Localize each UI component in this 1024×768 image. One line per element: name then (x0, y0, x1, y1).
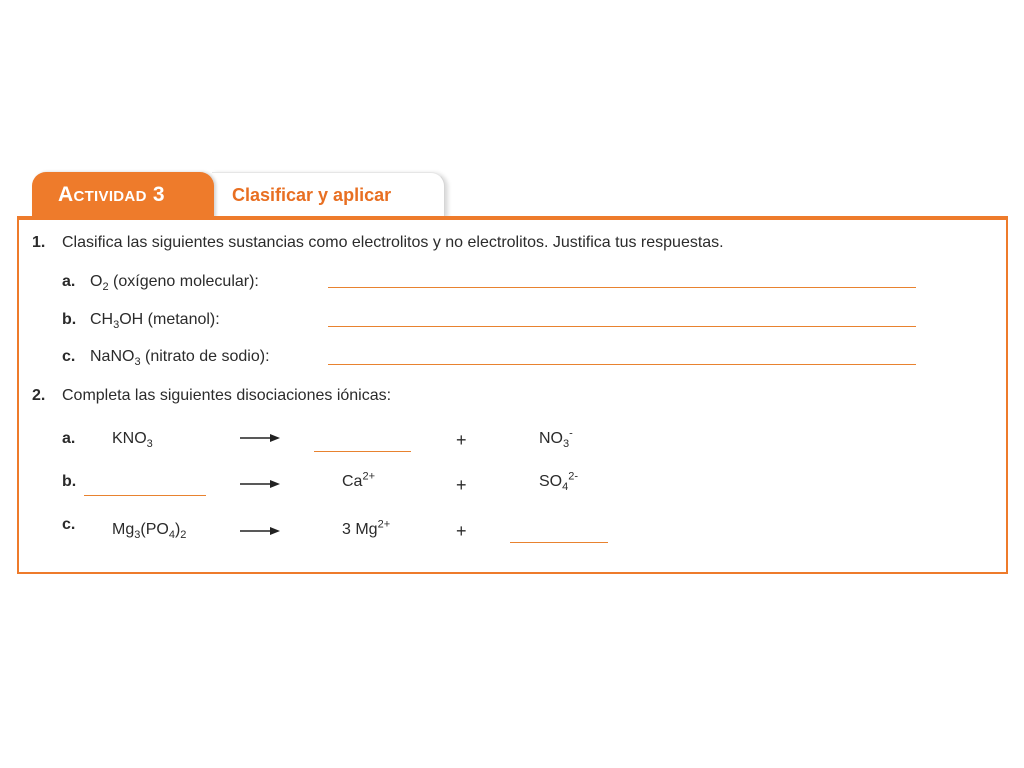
q1-b-letter: b. (62, 311, 77, 328)
q2-a-reactant: $KNO_3$ (112, 430, 153, 451)
q1-number: 1. (32, 234, 46, 251)
q2-c-plus: + (456, 521, 467, 541)
q1-b-substance: $CH_3OH$ (metanol): (90, 311, 220, 332)
q2-a-product2: $NO_3^-$ (539, 427, 573, 451)
q2-a-plus: + (456, 430, 467, 450)
activity-tab (32, 172, 214, 218)
q2-c-letter: c. (62, 516, 76, 533)
q2-a-answer-line[interactable] (314, 451, 411, 452)
q1-b-answer-line[interactable] (328, 326, 916, 327)
q2-b-product1: $Ca^{2+}$ (342, 470, 375, 490)
q2-b-plus: + (456, 475, 467, 495)
q2-c-reactant: $Mg_3(PO_4)_2$ (112, 521, 187, 542)
q1-c-letter: c. (62, 348, 76, 365)
q1-c-answer-line[interactable] (328, 364, 916, 365)
q1-c-substance: NaNO$_3$ (nitrato de sodio): (90, 348, 270, 369)
q2-b-letter: b. (62, 473, 77, 490)
activity-label: Actividad 3 (58, 183, 165, 206)
q2-b-answer-line[interactable] (84, 495, 206, 496)
section-title-tab (212, 172, 445, 217)
q2-c-arrow-icon (240, 526, 280, 536)
q2-b-product2: $SO_4^{2-}$ (539, 470, 579, 494)
q1-a-answer-line[interactable] (328, 287, 916, 288)
q1-a-letter: a. (62, 273, 76, 290)
section-title: Clasificar y aplicar (232, 185, 392, 205)
q2-a-letter: a. (62, 430, 76, 447)
q1-prompt: Clasifica las siguientes sustancias como electrolitos y no electrolitos. Justifica tus respuestas. (62, 234, 724, 251)
q2-b-arrow-icon (240, 479, 280, 489)
q2-c-answer-line[interactable] (510, 542, 608, 543)
q2-prompt: Completa las siguientes disociaciones iónicas: (62, 387, 392, 404)
q2-number: 2. (32, 387, 46, 404)
q2-a-arrow-icon (240, 433, 280, 443)
q2-c-product1: 3 $Mg^{2+}$ (342, 518, 391, 538)
q1-a-substance: $O_2$ (oxígeno molecular): (90, 273, 259, 294)
